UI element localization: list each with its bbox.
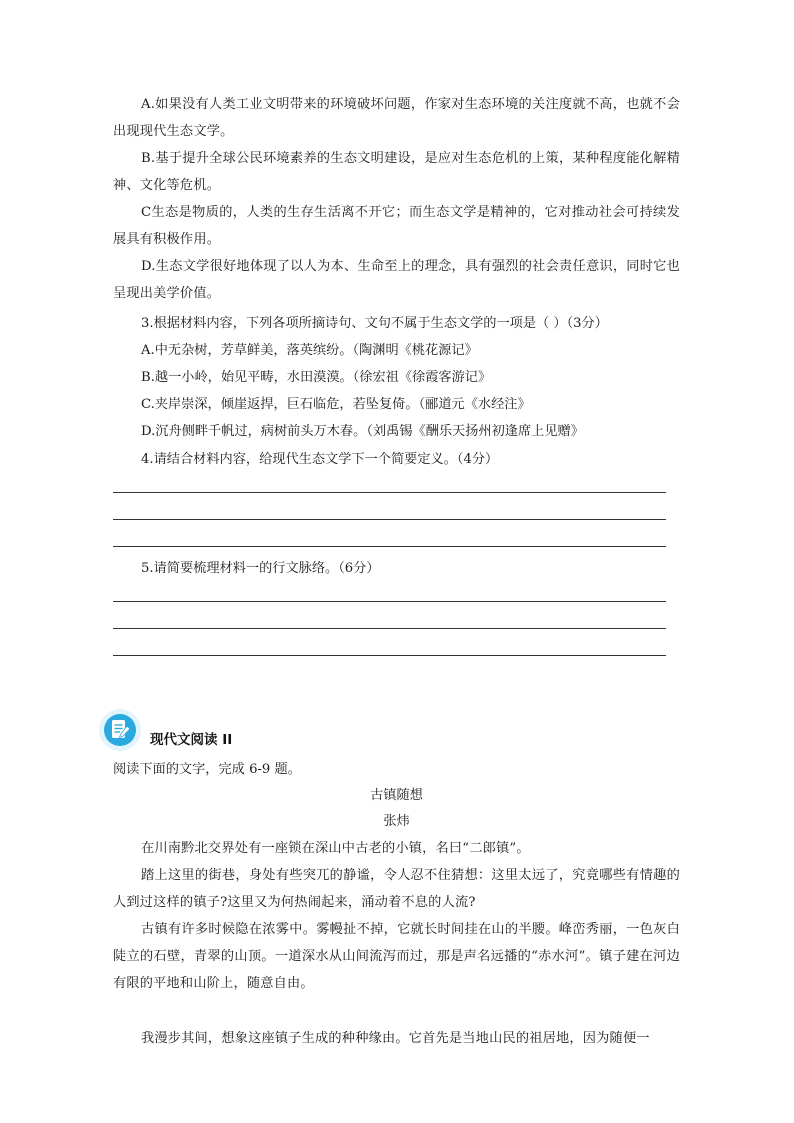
- passage-paragraph: 古镇有许多时候隐在浓雾中。雾幔扯不掉，它就长时间挂在山的半腰。峰峦秀丽，一色灰白陡立的石壁，青翠的山顶。一道深水从山间流泻而过，那是声名远播的“赤水河”。镇子建在河边有限的平地和山阶上，随意自由。: [113, 922, 680, 991]
- answer-line[interactable]: [113, 546, 666, 547]
- passage-paragraph: 我漫步其间，想象这座镇子生成的种种缘由。它首先是当地山民的祖居地，因为随便一: [141, 1031, 650, 1046]
- question-3-option-c: C.夹岸崇深，倾崖返捍，巨石临危，若坠复倚。（郦道元《水经注》: [141, 397, 531, 412]
- question-3-stem: 3.根据材料内容，下列各项所摘诗句、文句不属于生态文学的一项是（ ）（3分）: [141, 316, 608, 331]
- section-header: [98, 708, 232, 752]
- option-a-text: A.如果没有人类工业文明带来的环境破坏问题，作家对生态环境的关注度就不高，也就不会出现现代生态文学。: [113, 97, 680, 139]
- question-4-stem: 4.请结合材料内容，给现代生态文学下一个简要定义。（4分）: [141, 452, 499, 467]
- passage-paragraph: 踏上这里的街巷，身处有些突兀的静谧，令人忍不住猜想：这里太远了，究竟哪些有情趣的人到过这样的镇子?这里又为何热闹起来，涌动着不息的人流?: [113, 868, 680, 910]
- option-d-text: D.生态文学很好地体现了以人为本、生命至上的理念，具有强烈的社会责任意识，同时它也呈现出美学价值。: [113, 259, 680, 301]
- answer-line[interactable]: [113, 519, 666, 520]
- notebook-pen-icon: [98, 708, 142, 752]
- passage-paragraph: 在川南黔北交界处有一座锁在深山中古老的小镇，名曰“二郎镇”。: [141, 841, 530, 856]
- section-title: 现代文阅读 II: [150, 732, 233, 748]
- question-3-option-b: B.越一小岭，始见平畴，水田漠漠。（徐宏祖《徐霞客游记》: [141, 370, 492, 385]
- answer-line[interactable]: [113, 601, 666, 602]
- answer-line[interactable]: [113, 655, 666, 656]
- passage-author: 张炜: [383, 814, 410, 829]
- option-b-text: B.基于提升全球公民环境素养的生态文明建设，是应对生态危机的上策，某种程度能化解精神、文化等危机。: [113, 151, 680, 193]
- passage-title: 古镇随想: [370, 788, 423, 803]
- option-c-text: C生态是物质的，人类的生存生活离不开它；而生态文学是精神的，它对推动社会可持续发展具有积极作用。: [113, 205, 680, 247]
- question-3-option-a: A.中无杂树，芳草鲜美，落英缤纷。（陶渊明《桃花源记》: [141, 343, 478, 358]
- answer-line[interactable]: [113, 492, 666, 493]
- question-3-option-d: D.沉舟侧畔千帆过，病树前头万木春。（刘禹锡《酬乐天扬州初逢席上见赠》: [141, 424, 584, 439]
- question-5-stem: 5.请简要梳理材料一的行文脉络。（6分）: [141, 561, 380, 576]
- answer-line[interactable]: [113, 628, 666, 629]
- reading-instruction: 阅读下面的文字，完成 6-9 题。: [113, 762, 301, 777]
